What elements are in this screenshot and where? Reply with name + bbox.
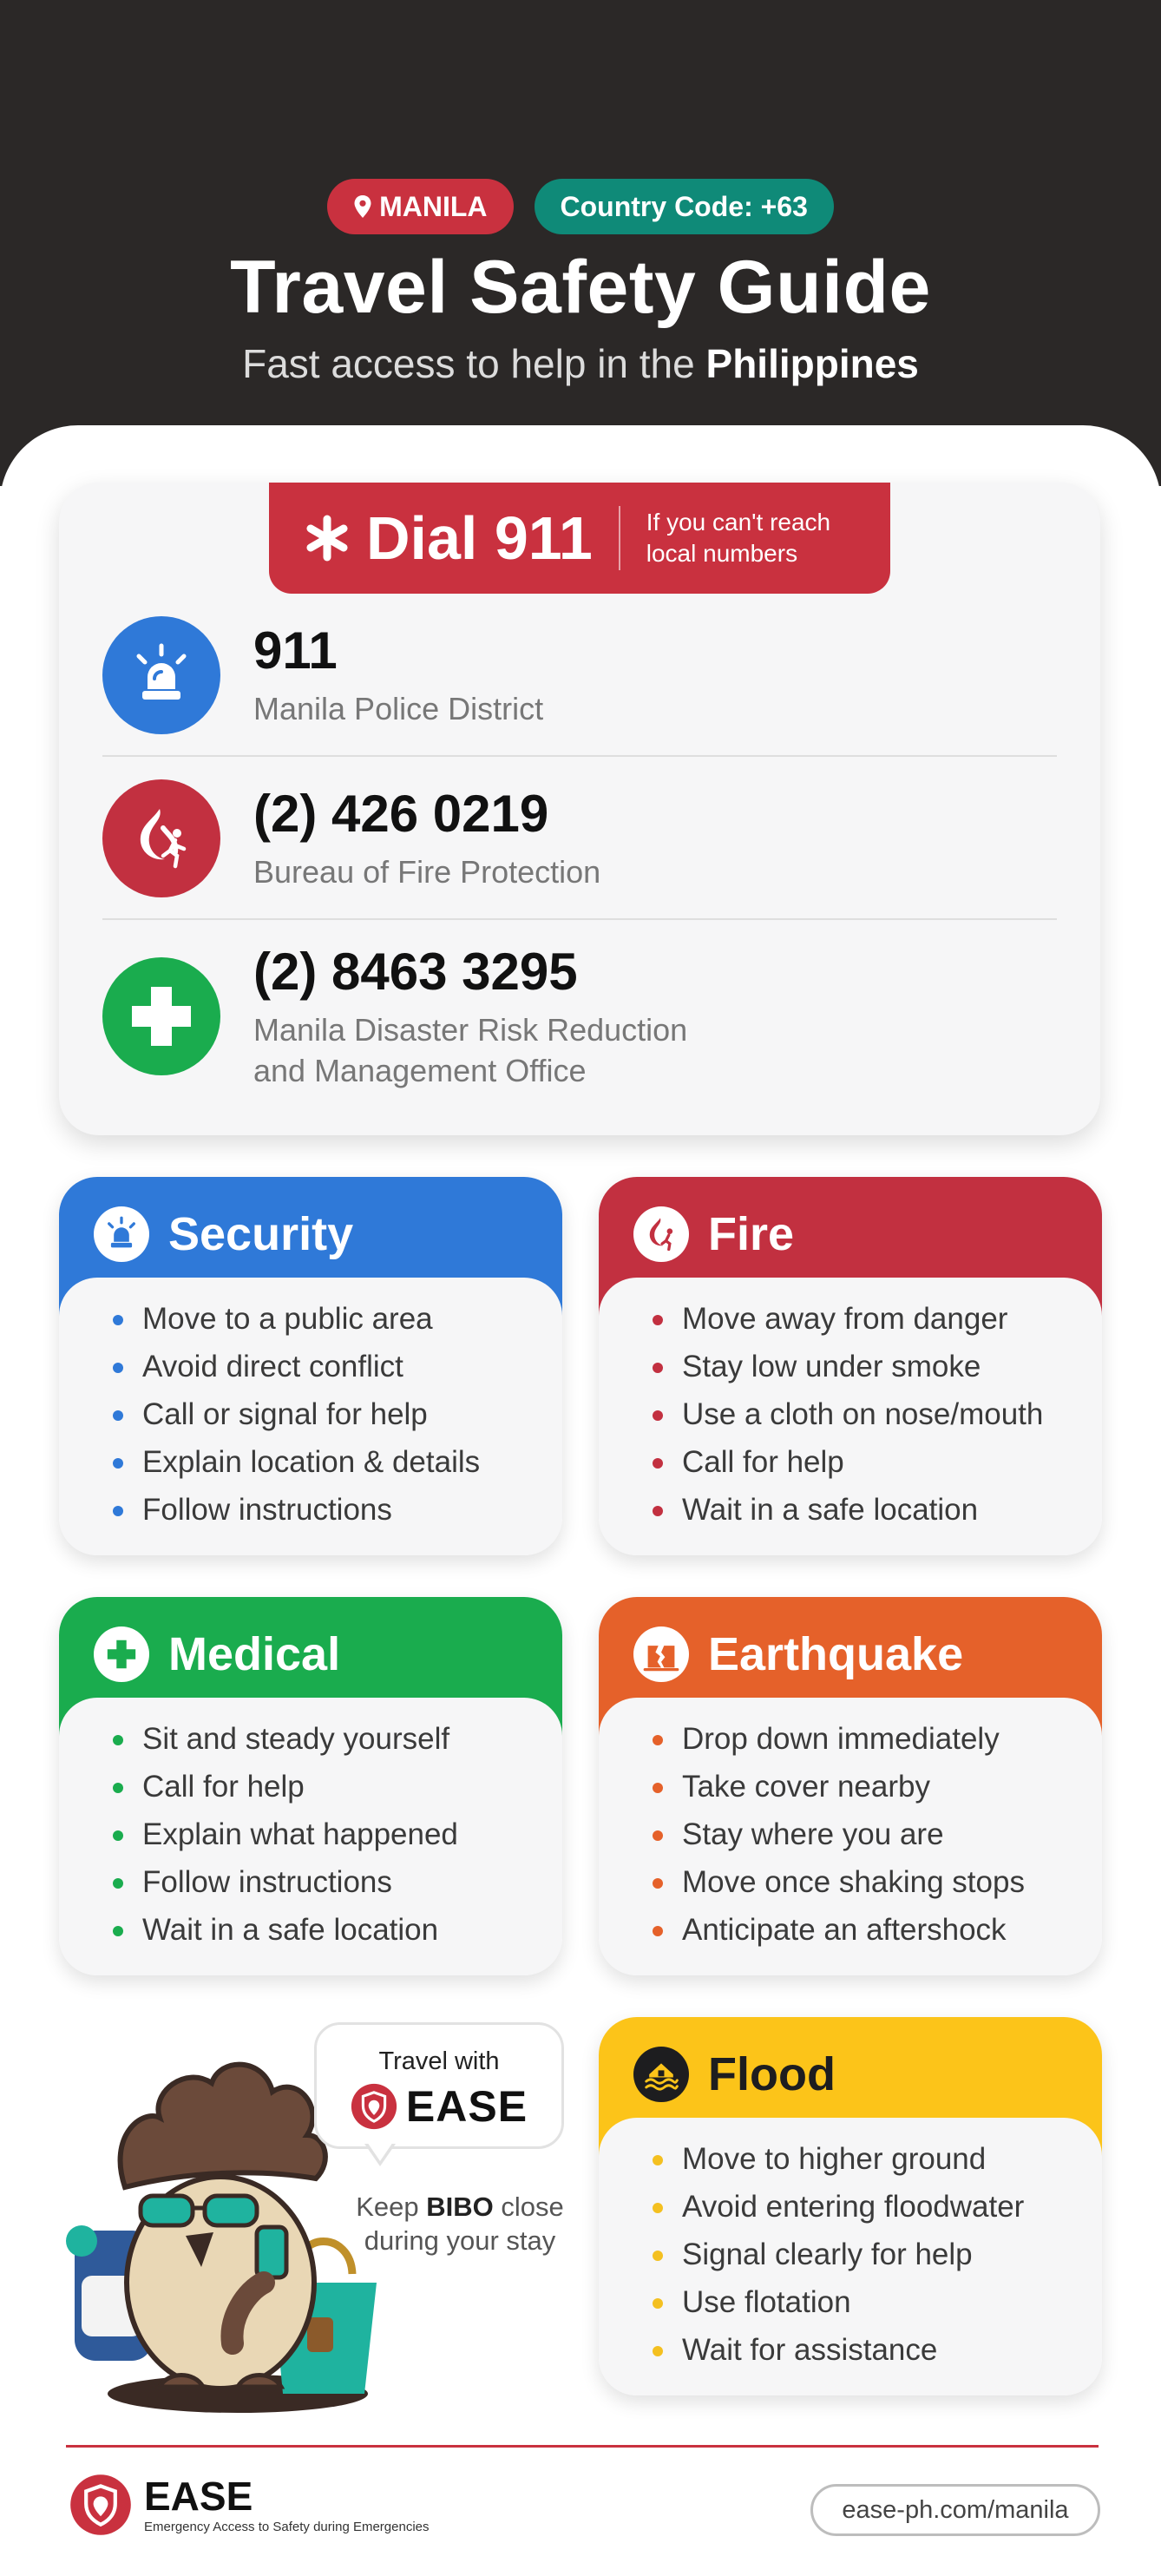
list-item: Explain what happened	[113, 1810, 562, 1858]
list-item: Move to a public area	[113, 1295, 562, 1343]
police-siren-icon	[94, 1206, 149, 1262]
footer-logo	[69, 2474, 430, 2536]
security-steps	[113, 1295, 562, 1534]
list-item: Stay low under smoke	[653, 1343, 1102, 1390]
security-guide-card	[59, 1177, 562, 1555]
contact-fire[interactable]	[102, 778, 1057, 899]
list-item: Use flotation	[653, 2278, 1102, 2326]
medical-cross-icon	[94, 1626, 149, 1682]
footer-url-link[interactable]: ease-ph.com/manila	[810, 2484, 1100, 2536]
list-item: Wait for assistance	[653, 2326, 1102, 2374]
page-subtitle	[0, 340, 1161, 387]
dial-divider	[619, 506, 620, 570]
list-item: Stay where you are	[653, 1810, 1102, 1858]
promo-speech-bubble	[314, 2022, 564, 2149]
fire-icon	[102, 779, 220, 897]
list-item: Follow instructions	[113, 1486, 562, 1534]
contact-divider	[102, 755, 1057, 757]
list-item: Avoid entering floodwater	[653, 2183, 1102, 2231]
dial-note: If you can't reach local numbers	[646, 508, 831, 567]
contact-disaster-office[interactable]	[102, 942, 1057, 1088]
contact-police[interactable]	[102, 614, 1057, 736]
contact-name-line2: and Management Office	[253, 1052, 587, 1088]
bubble-line1: Travel with	[378, 2047, 500, 2075]
list-item: Move once shaking stops	[653, 1858, 1102, 1906]
contact-number[interactable]: (2) 426 0219	[253, 785, 549, 844]
fire-title: Fire	[708, 1208, 795, 1260]
medical-guide-card	[59, 1597, 562, 1975]
fire-guide-card	[599, 1177, 1102, 1555]
city-label: MANILA	[379, 190, 488, 222]
keep-suffix: close	[501, 2192, 564, 2222]
list-item: Explain location & details	[113, 1438, 562, 1486]
list-item: Avoid direct conflict	[113, 1343, 562, 1390]
flood-icon	[633, 2047, 689, 2102]
mascot-name: BIBO	[426, 2192, 494, 2222]
keep-prefix: Keep	[356, 2192, 419, 2222]
asterisk-icon	[304, 515, 351, 562]
list-item: Signal clearly for help	[653, 2231, 1102, 2278]
contact-name-line1: Manila Disaster Risk Reduction	[253, 1011, 688, 1048]
subtitle-prefix: Fast access to help in the	[242, 341, 695, 386]
list-item: Call for help	[653, 1438, 1102, 1486]
police-siren-icon	[102, 616, 220, 734]
header-background	[0, 0, 1161, 486]
country-code-label: Country Code: +63	[560, 190, 808, 222]
ease-shield-logo-icon	[69, 2474, 132, 2536]
location-pin-icon	[353, 194, 372, 219]
list-item: Wait in a safe location	[113, 1906, 562, 1954]
list-item: Follow instructions	[113, 1858, 562, 1906]
list-item: Call for help	[113, 1763, 562, 1810]
medical-title: Medical	[168, 1628, 341, 1680]
dial-911-banner[interactable]	[269, 483, 890, 594]
medical-cross-icon	[102, 957, 220, 1075]
list-item: Anticipate an aftershock	[653, 1906, 1102, 1954]
keep-line2: during your stay	[364, 2224, 556, 2256]
earthquake-guide-card	[599, 1597, 1102, 1975]
flood-guide-card	[599, 2017, 1102, 2395]
list-item: Use a cloth on nose/mouth	[653, 1390, 1102, 1438]
footer-divider	[66, 2445, 1099, 2448]
fire-steps	[653, 1295, 1102, 1534]
earthquake-title: Earthquake	[708, 1628, 964, 1680]
list-item: Take cover nearby	[653, 1763, 1102, 1810]
contact-name: Bureau of Fire Protection	[253, 854, 601, 890]
subtitle-country: Philippines	[705, 341, 919, 386]
dial-label: Dial 911	[366, 504, 593, 572]
contact-name	[253, 1010, 687, 1092]
bubble-tail-inner	[367, 2142, 393, 2161]
footer-brand: EASE	[144, 2473, 253, 2519]
list-item: Move away from danger	[653, 1295, 1102, 1343]
list-item: Drop down immediately	[653, 1715, 1102, 1763]
medical-steps	[113, 1715, 562, 1954]
list-item: Move to higher ground	[653, 2135, 1102, 2183]
page-title: Travel Safety Guide	[230, 246, 931, 329]
earthquake-icon	[633, 1626, 689, 1682]
contact-divider	[102, 918, 1057, 920]
footer-tagline: Emergency Access to Safety during Emergencies	[144, 2519, 430, 2534]
list-item: Sit and steady yourself	[113, 1715, 562, 1763]
promo-keep-text	[330, 2191, 590, 2258]
contact-number[interactable]: 911	[253, 621, 338, 680]
earthquake-steps	[653, 1715, 1102, 1954]
list-item: Call or signal for help	[113, 1390, 562, 1438]
bubble-brand: EASE	[405, 2082, 528, 2131]
contact-name: Manila Police District	[253, 691, 544, 727]
list-item: Wait in a safe location	[653, 1486, 1102, 1534]
contact-number[interactable]: (2) 8463 3295	[253, 942, 578, 1001]
flood-steps	[653, 2135, 1102, 2374]
country-code-badge	[535, 179, 834, 234]
header-pills	[0, 179, 1161, 234]
city-badge	[327, 179, 513, 234]
security-title: Security	[168, 1208, 354, 1260]
fire-icon	[633, 1206, 689, 1262]
ease-shield-icon	[351, 2083, 397, 2130]
flood-title: Flood	[708, 2048, 836, 2100]
